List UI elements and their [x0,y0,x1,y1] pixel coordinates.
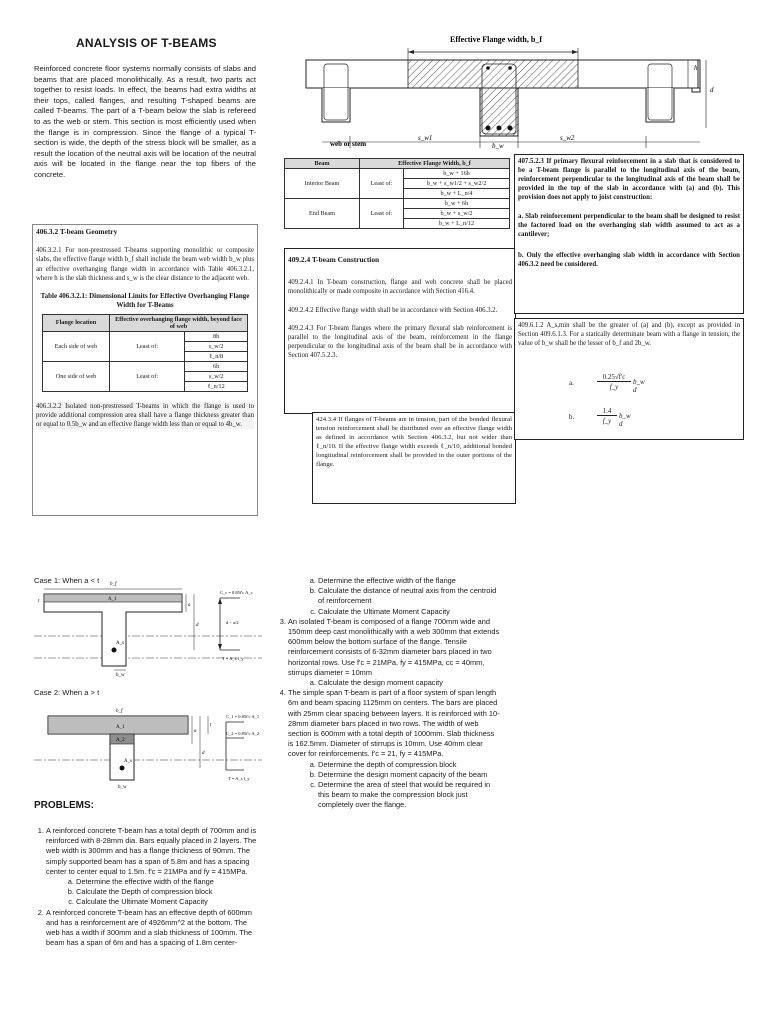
row-one-side: One side of web [43,361,110,391]
end-value: b_w + s_w/2 [404,209,510,219]
c1-bf: b_f [110,582,117,587]
problem-1 [46,826,260,908]
formula-a-num: 0.25√f'c [597,373,631,382]
problem-3a: a. Calculate the design moment capacity [318,678,500,688]
row-one-val: 6h [185,361,248,371]
problem-2a: a. Determine the effective width of the flange [318,576,500,586]
c2-bw: b_w [118,785,127,790]
case-1-label: Case 1: When a < t [34,576,100,585]
problem-1a: a. Determine the effective width of the flange [76,877,260,887]
c2-a: a [194,729,197,734]
section-424-text: 424.3.4 If flanges of T-beams are in tension, part of the bonded flexural tension reinforcement shall be distributed over an effective flange width as defined in accordance with Section 406.3.2, but not wider than ℓ_n/10. If the effective flange width exceeds ℓ_n/10, additional bonded longitudinal reinforcement shall be provided in the outer portions of the flange. [316,416,512,468]
problem-4c: c. Determine the area of steel that would be required in this beam to make the compression block just completely over the flange. [318,780,500,811]
interior-value: b_w + s_w1/2 + s_w2/2 [404,179,510,189]
formula-a-label: a. [569,379,574,387]
problem-3-text: An isolated T-beam is composed of a flange 700mm wide and 150mm deep cast monolithically with a web 300mm that extends 600mm below the bottom surface of the flange. Tensile reinforcement consists of 6-32mm diameter bars placed in two horizontal rows. Use f'c = 21MPa, fy = 415MPa, cc = 40mm, stirrups diameter = 10mm [288,616,500,677]
case-2-label: Case 2: When a > t [34,688,100,697]
problem-2c: c. Calculate the Ultimate Moment Capacity [318,607,500,617]
table-406-title: Table 406.3.2.1: Dimensional Limits for Effective Overhanging Flange Width for T-Beams [40,291,250,309]
c1-cc: C_c = 0.85f'c A_c [220,590,253,595]
row-each-val: 8h [185,331,248,341]
problems-left [30,826,260,948]
problem-1c: c. Calculate the Ultimate Moment Capacity [76,897,260,907]
row-each-val: ℓ_n/8 [185,351,248,361]
code-406-box [32,224,258,516]
c1-d: d [196,623,199,628]
section-409-heading: 409.2.4 T-beam Construction [288,255,380,264]
section-409-6-text: 409.6.1.2 A_s,min shall be the greater of (a) and (b), except as provided in Section 409.6.1.3. For a statically determinate beam with a flange in tension, the value of b_w shall be the lesser of b_f and 2b_w. [518,322,740,347]
c2-a2: A_2 [116,738,125,743]
web-stem-label: web or stem [330,140,367,148]
c1-as: A_s [116,641,125,646]
problem-2 [46,908,260,949]
problem-2b: b. Calculate the distance of neutral axis from the centroid of reinforcement [318,586,500,606]
problem-1b: b. Calculate the Depth of compression block [76,887,260,897]
row-each-side: Each side of web [43,331,110,361]
intro-paragraph: Reinforced concrete floor systems normally consists of slabs and beams that are placed monolithically. As a result, two parts act together to resist loads. In effect, the beams had extra widths at their tops, called flanges, and resulting T-shaped beams are called T-beams. The part of a T-beam below the slab is refereed to as the web or stem. This section is most efficiently used when the flange is in compression. Since the flange of a typical T-section is wide, the depth of the stress block will be smaller, as a result the location of the neutral axis will be location of the neutral axis will be located in the flange near the top fibers of the concrete. [34,64,256,179]
problem-3 [288,617,500,688]
effective-flange-label: Effective Flange width, b_f [450,35,542,44]
interior-least-cell: Least of: [360,169,404,199]
sw2-label: s_w2 [560,134,575,142]
c2-a1: A_1 [116,725,125,730]
c1-arm: d − a/2 [226,620,239,625]
c2-c2: C_2 = 0.85f'c A_2 [226,731,260,736]
case-2-figure [30,708,266,790]
section-409-p3: 409.2.4.3 For T-beam flanges where the primary flexural slab reinforcement is parallel to the longitudinal axis of the beam, reinforcement in the flange perpendicular to the longitudinal axis of the beam shall be in accordance with Section 407.5.2.3. [288,324,512,360]
formula-b-tail: b_w d [619,412,631,428]
end-value: b_w + L_n/12 [404,219,510,229]
c2-bf: b_f [116,709,123,714]
c2-tension: T = A_s f_y [228,776,250,781]
formula-b-den: f_y [602,417,612,425]
bw-label: b_w [492,142,504,150]
problem-4 [288,688,500,810]
end-beam-cell: End Beam [285,199,360,229]
problems-right [272,576,500,811]
c1-bw: b_w [116,673,125,678]
row-one-least: Least of: [110,361,185,391]
problem-2-text: A reinforced concrete T-beam has an effective depth of 600mm and has a reinforcement are of 4926mm^2 at the bottom. The web has a width if 300mm and a slab thickness of 100mm. The beam has a span of 6m and has a spacing of 1.8m center- [46,907,253,948]
c1-tension: T = A_s f_y [222,656,244,661]
table-406 [42,314,248,392]
c2-as: A_s [124,759,133,764]
formula-b-label: b. [569,413,575,421]
problem-1-text: A reinforced concrete T-beam has a total depth of 700mm and is reinforced with 8-28mm dia. Bars equally placed in 2 layers. The web width is 300mm and has a flange thickness of 90mm. The simply supported beam has a span of 5.8m and has a spacing center to center equal to 1.5m. f'c = 21MPa and fy = 415MPa. [46,826,257,876]
interior-beam-cell: Interior Beam [285,169,360,199]
code-409-box [284,248,516,414]
beam-effective-width-table [284,158,510,229]
sw1-label: s_w1 [418,134,433,142]
d-label: d [710,86,714,94]
row-one-val: s_w/2 [185,371,248,381]
section-409-p1: 409.2.4.1 In T-beam construction, flange and web concrete shall be placed monolithically or made composite in accordance with Section 416.4. [288,279,512,296]
formula-a-tail: b_w d [633,378,645,394]
c1-t: t [38,599,40,604]
section-406-heading: 406.3.2 T-beam Geometry [36,227,118,236]
interior-value: b_w + 16h [404,169,510,179]
row-one-val: ℓ_n/12 [185,381,248,391]
problems-title: PROBLEMS: [34,800,94,811]
section-407-a: a. Slab reinforcement perpendicular to the beam shall be designed to resist the factored load on the overhanging slab width assumed to act as a cantilever; [518,213,740,238]
th-beam: Beam [285,159,360,169]
th-flange-location: Flange location [43,314,110,331]
tbeam-section-figure [300,30,728,152]
c2-c1: C_1 = 0.85f'c A_1 [226,714,260,719]
row-each-val: s_w/2 [185,341,248,351]
section-407-b: b. Only the effective overhanging slab width in accordance with Section 406.3.2 need be considered. [518,252,740,268]
end-value: b_w + 6h [404,199,510,209]
c1-a1: A_1 [108,597,117,602]
c2-t: t [210,723,212,728]
section-407-text: 407.5.2.3 If primary flexural reinforcement in a slab that is considered to be a T-beam flange is parallel to the longitudinal axis of the beam, reinforcement perpendicular to the longitudinal axis of the beam shall be provided in the top of the slab in accordance with (a) and (b). This provision does not apply to joist construction: [518,158,740,201]
th-effective-width: Effective Flange Width, b_f [360,159,510,169]
code-407-box [514,154,744,314]
interior-value: b_w + L_n/4 [404,189,510,199]
formula-b-num: 1.4 [597,407,617,416]
page-title: ANALYSIS OF T-BEAMS [76,36,217,50]
row-each-least: Least of: [110,331,185,361]
code-409-6-box [514,318,744,440]
section-409-p2: 409.2.4.2 Effective flange width shall be in accordance with Section 406.3.2. [288,307,498,315]
problem-4b: b. Determine the design moment capacity of the beam [318,770,500,780]
h-label: h [694,64,698,72]
end-least-cell: Least of: [360,199,404,229]
problem-4-text: The simple span T-beam is part of a floor system of span length 6m and beam spacing 1125mm on centers. The bars are placed with 25mm clear spacing between layers. It is reinforced with 10-28mm diameter bars placed in two rows. The width of web section is 600mm with a total depth of 1000mm. Slab thickness is 162.5mm. Diameter of stirrups is 10mm. Use 40mm clear cover for reinforcements. f'c = 21, fy = 415MPa. [288,688,500,759]
problem-4a: a. Determine the depth of compression block [318,760,500,770]
c1-a: a [188,603,191,608]
section-406-p1: 406.3.2.1 For non-prestressed T-beams supporting monolithic or composite slabs, the effective flange width b_f shall include the beam web width b_w plus an effective overhanging flange width in accordance with Table 406.3.2.1, where h is the slab thickness and s_w is the clear distance to the adjacent web. [36,247,254,283]
section-406-p2: 406.3.2.2 Isolated non-prestressed T-beams in which the flange is used to provide additional compression area shall have a flange thickness greater than or equal to 0.5b_w and an effective flange width less than or equal to 4b_w. [36,402,254,429]
c2-d: d [202,751,205,756]
code-424-box [312,412,516,504]
case-1-figure [30,582,266,678]
th-overhang: Effective overhanging flange width, beyond face of web [110,314,248,331]
formula-a-den: f_y [609,383,619,391]
